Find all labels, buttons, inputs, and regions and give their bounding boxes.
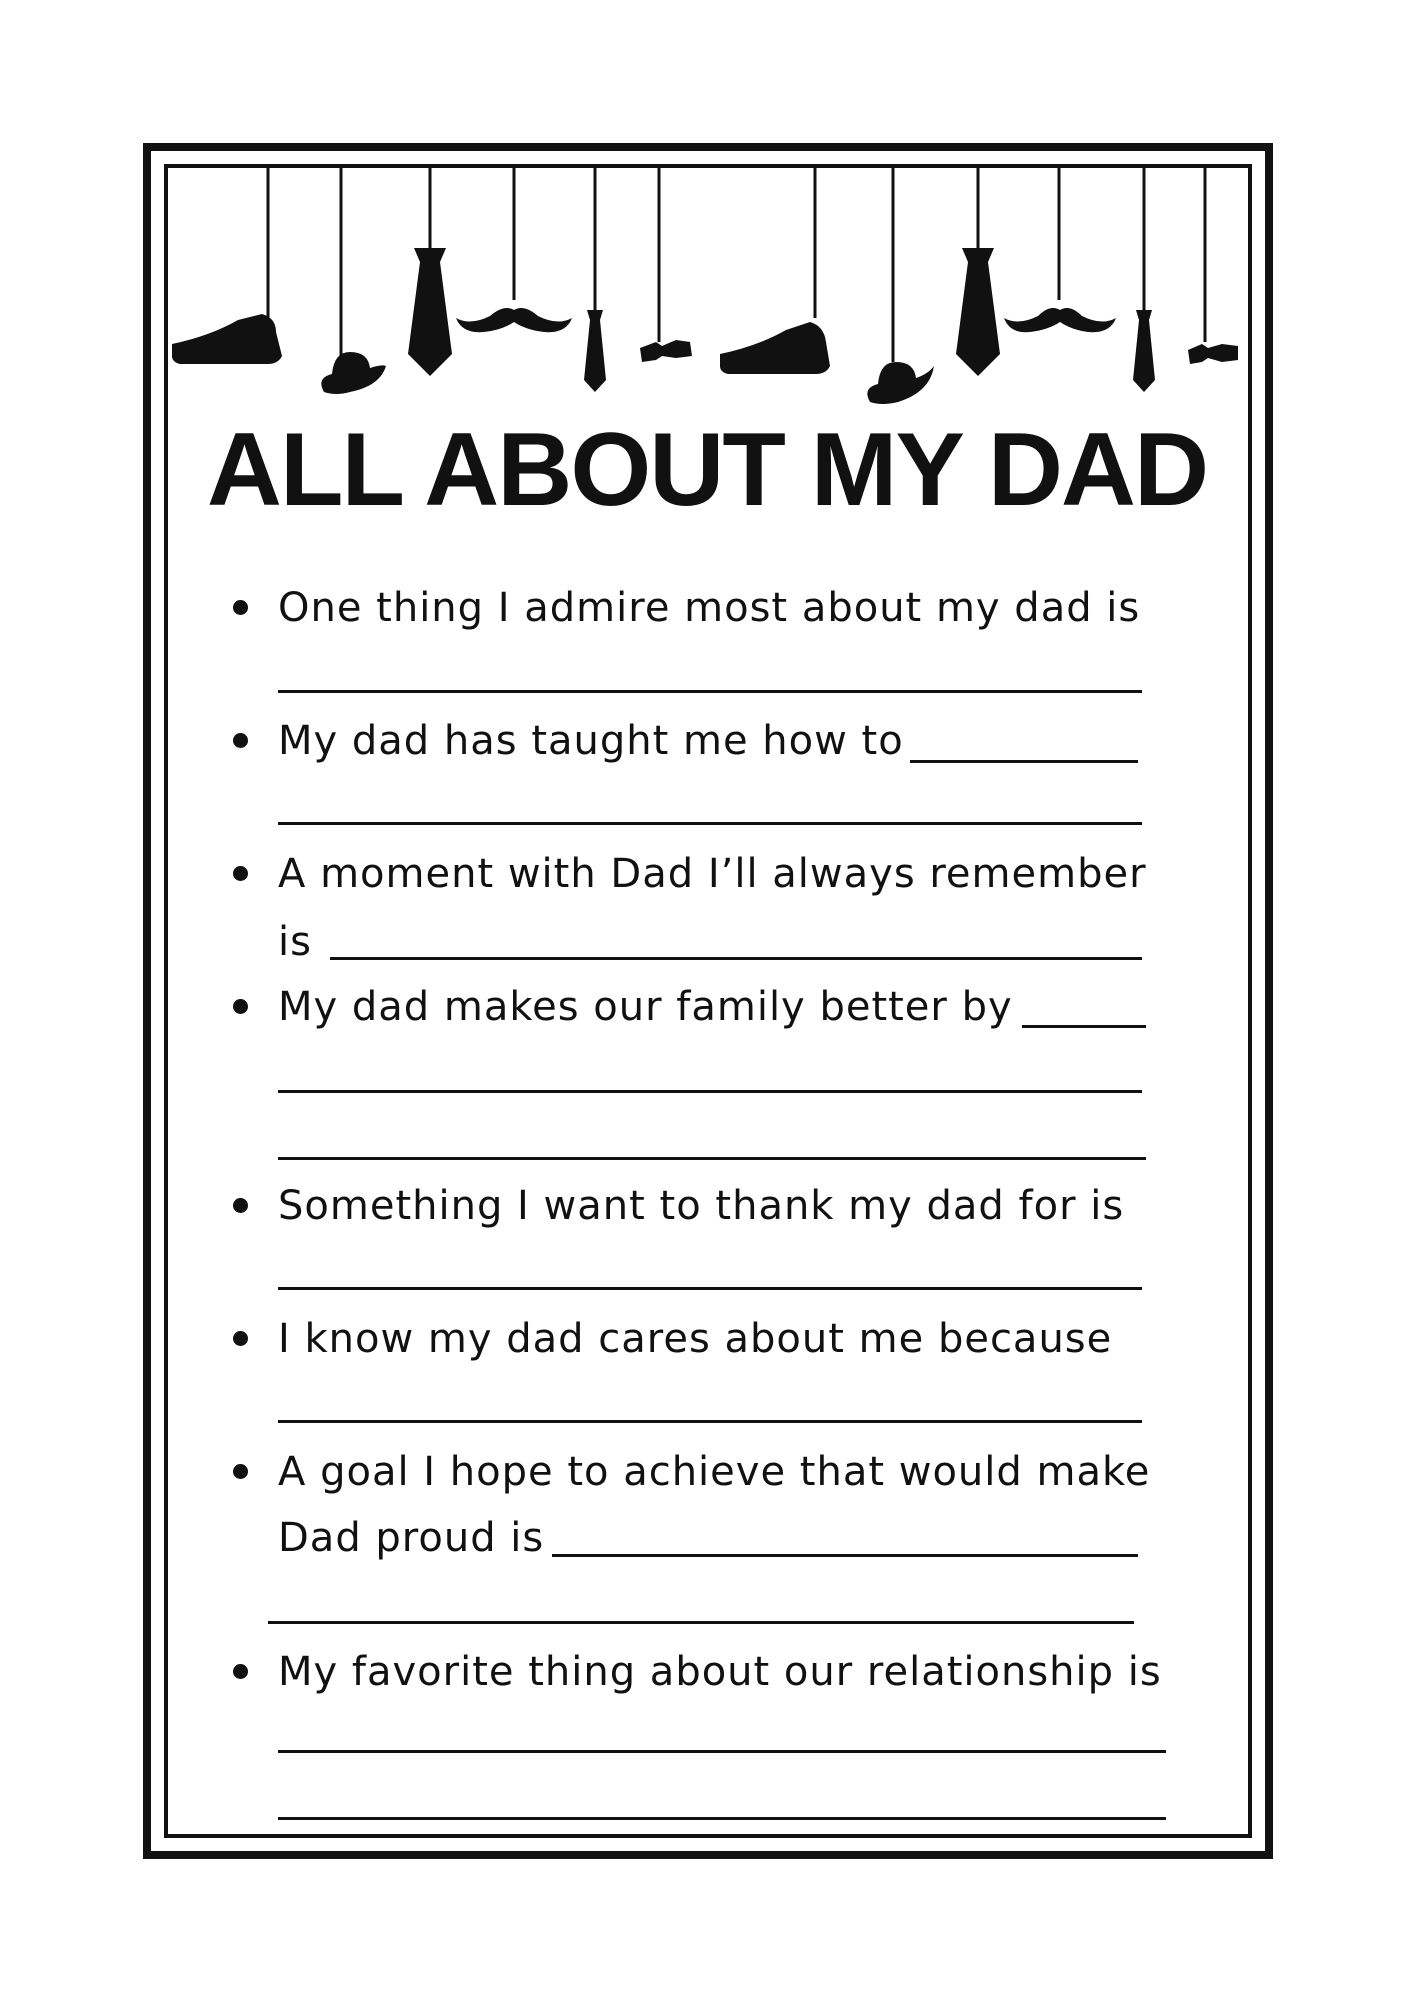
prompt-relationship: My favorite thing about our relationship is xyxy=(278,1649,1162,1695)
bullet xyxy=(233,1464,248,1479)
bullet xyxy=(233,600,248,615)
tie-icon xyxy=(1133,310,1155,392)
answer-line[interactable] xyxy=(268,1621,1134,1624)
shoe-icon xyxy=(172,314,282,364)
prompt-thank: Something I want to thank my dad for is xyxy=(278,1183,1125,1229)
answer-line[interactable] xyxy=(278,822,1142,825)
prompt-goal-cont: Dad proud is xyxy=(278,1515,545,1561)
shoe-icon xyxy=(720,322,830,374)
answer-line[interactable] xyxy=(552,1554,1138,1557)
page-title: ALL ABOUT MY DAD xyxy=(206,412,1208,528)
bow-tie-icon xyxy=(640,340,692,362)
bullet xyxy=(233,1664,248,1679)
prompt-goal: A goal I hope to achieve that would make xyxy=(278,1449,1151,1495)
answer-line[interactable] xyxy=(278,1420,1142,1423)
answer-line[interactable] xyxy=(278,1817,1166,1820)
answer-line[interactable] xyxy=(278,1750,1166,1753)
answer-line[interactable] xyxy=(330,957,1142,960)
prompt-cares: I know my dad cares about me because xyxy=(278,1316,1113,1362)
hanging-decorations xyxy=(0,0,1414,420)
prompt-family-better: My dad makes our family better by xyxy=(278,984,1013,1030)
tie-icon xyxy=(408,248,452,376)
answer-line[interactable] xyxy=(278,690,1142,693)
hat-icon xyxy=(321,352,386,394)
mustache-icon xyxy=(456,308,572,332)
tie-icon xyxy=(956,248,1000,376)
bow-tie-icon xyxy=(1188,344,1238,364)
prompt-taught: My dad has taught me how to xyxy=(278,718,904,764)
answer-line[interactable] xyxy=(1022,1025,1146,1028)
bullet xyxy=(233,866,248,881)
bullet xyxy=(233,1331,248,1346)
bullet xyxy=(233,733,248,748)
answer-line[interactable] xyxy=(278,1090,1142,1093)
answer-line[interactable] xyxy=(278,1157,1146,1160)
hat-icon xyxy=(867,362,934,404)
bullet xyxy=(233,1198,248,1213)
prompt-moment-cont: is xyxy=(278,919,312,965)
prompt-admire: One thing I admire most about my dad is xyxy=(278,585,1141,631)
mustache-icon xyxy=(1004,308,1116,332)
tie-icon xyxy=(584,310,606,392)
answer-line[interactable] xyxy=(910,760,1138,763)
prompt-moment: A moment with Dad I’ll always remember xyxy=(278,851,1147,897)
bullet xyxy=(233,999,248,1014)
answer-line[interactable] xyxy=(278,1287,1142,1290)
